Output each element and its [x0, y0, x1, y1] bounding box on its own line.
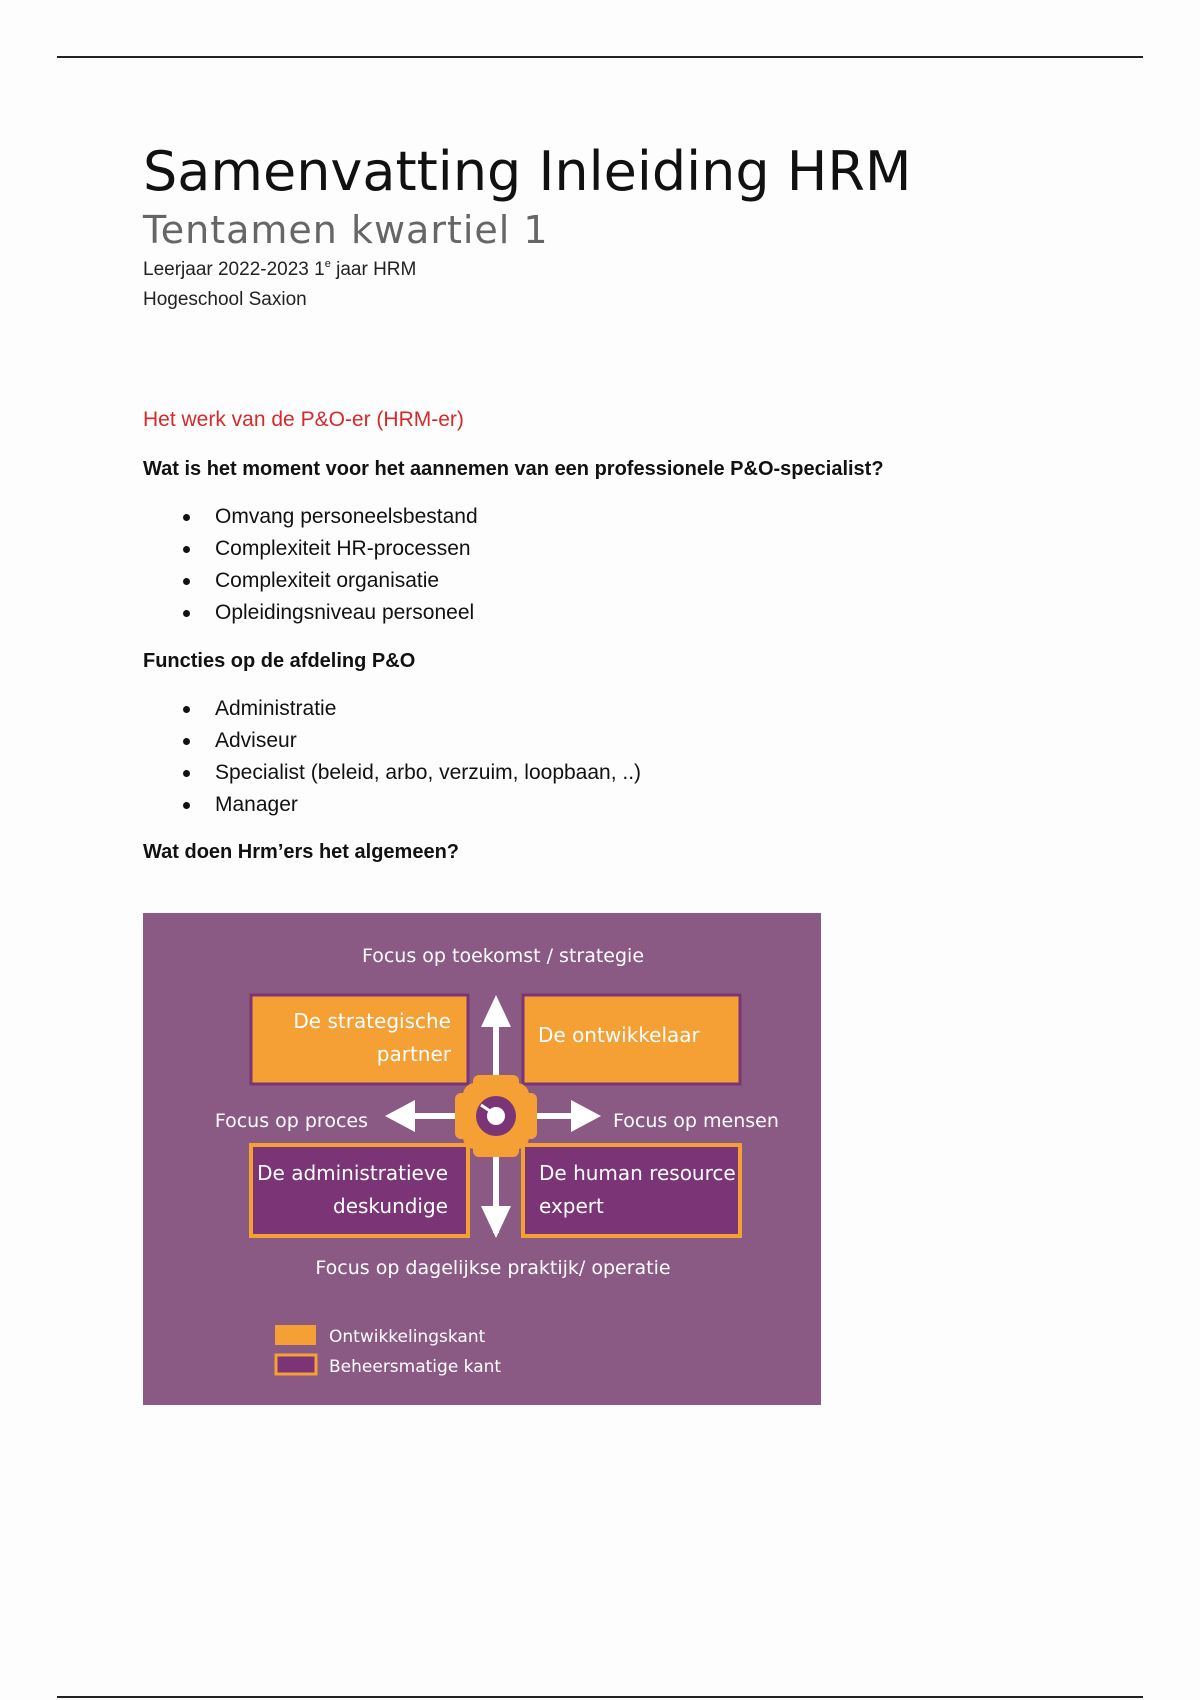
- list-item: Complexiteit HR-processen: [183, 533, 478, 565]
- bullet-icon: [183, 738, 190, 745]
- quadrant-developer: [523, 995, 740, 1084]
- list-item: Omvang personeelsbestand: [183, 501, 478, 533]
- list-item: Adviseur: [183, 725, 641, 757]
- footer-rule: [57, 1696, 1143, 1698]
- list-item: Opleidingsniveau personeel: [183, 597, 478, 629]
- document-title: Samenvatting Inleiding HRM: [143, 140, 912, 203]
- document-subtitle: Tentamen kwartiel 1: [143, 208, 549, 252]
- axis-label-top: Focus op toekomst / strategie: [361, 945, 645, 967]
- list-item: Specialist (beleid, arbo, verzuim, loopbaan, ..): [183, 757, 641, 789]
- section-heading: Het werk van de P&O-er (HRM-er): [143, 408, 464, 431]
- svg-text:De human resource: De human resource: [539, 1161, 736, 1185]
- list-moment-factors: [183, 501, 478, 629]
- legend-label-filled: Ontwikkelingskant: [329, 1327, 486, 1347]
- bullet-icon: [183, 514, 190, 521]
- svg-text:partner: partner: [376, 1042, 451, 1066]
- legend-swatch-outlined: [276, 1355, 316, 1374]
- bullet-icon: [183, 770, 190, 777]
- svg-text:expert: expert: [539, 1194, 604, 1218]
- quadrant-strategic-partner: [251, 995, 468, 1084]
- question-general: Wat doen Hrm’ers het algemeen?: [143, 841, 459, 863]
- quadrant-administrative-expert: [251, 1145, 468, 1236]
- svg-text:De administratieve: De administratieve: [257, 1161, 448, 1185]
- document-meta-school: Hogeschool Saxion: [143, 289, 307, 310]
- center-gear-icon: [455, 1075, 537, 1157]
- list-item: Manager: [183, 789, 641, 821]
- svg-text:De ontwikkelaar: De ontwikkelaar: [538, 1023, 700, 1047]
- legend-swatch-filled: [275, 1325, 316, 1345]
- list-item: Administratie: [183, 693, 641, 725]
- list-functions: [183, 693, 641, 821]
- bullet-icon: [183, 578, 190, 585]
- question-moment: Wat is het moment voor het aannemen van een professionele P&O-specialist?: [143, 458, 884, 480]
- quadrant-human-resource-expert: [523, 1145, 740, 1236]
- bullet-icon: [183, 610, 190, 617]
- question-functions: Functies op de afdeling P&O: [143, 650, 416, 672]
- axis-label-right: Focus op mensen: [613, 1110, 779, 1132]
- document-meta-year: Leerjaar 2022-2023 1e jaar HRM: [143, 258, 417, 280]
- bullet-icon: [183, 546, 190, 553]
- axis-label-left: Focus op proces: [214, 1110, 368, 1132]
- hrm-roles-diagram: [143, 913, 821, 1405]
- bullet-icon: [183, 706, 190, 713]
- axis-label-bottom: Focus op dagelijkse praktijk/ operatie: [315, 1257, 671, 1279]
- svg-text:deskundige: deskundige: [333, 1194, 448, 1218]
- svg-text:De strategische: De strategische: [293, 1009, 451, 1033]
- legend-label-outlined: Beheersmatige kant: [329, 1357, 502, 1377]
- bullet-icon: [183, 802, 190, 809]
- header-rule: [57, 56, 1143, 58]
- list-item: Complexiteit organisatie: [183, 565, 478, 597]
